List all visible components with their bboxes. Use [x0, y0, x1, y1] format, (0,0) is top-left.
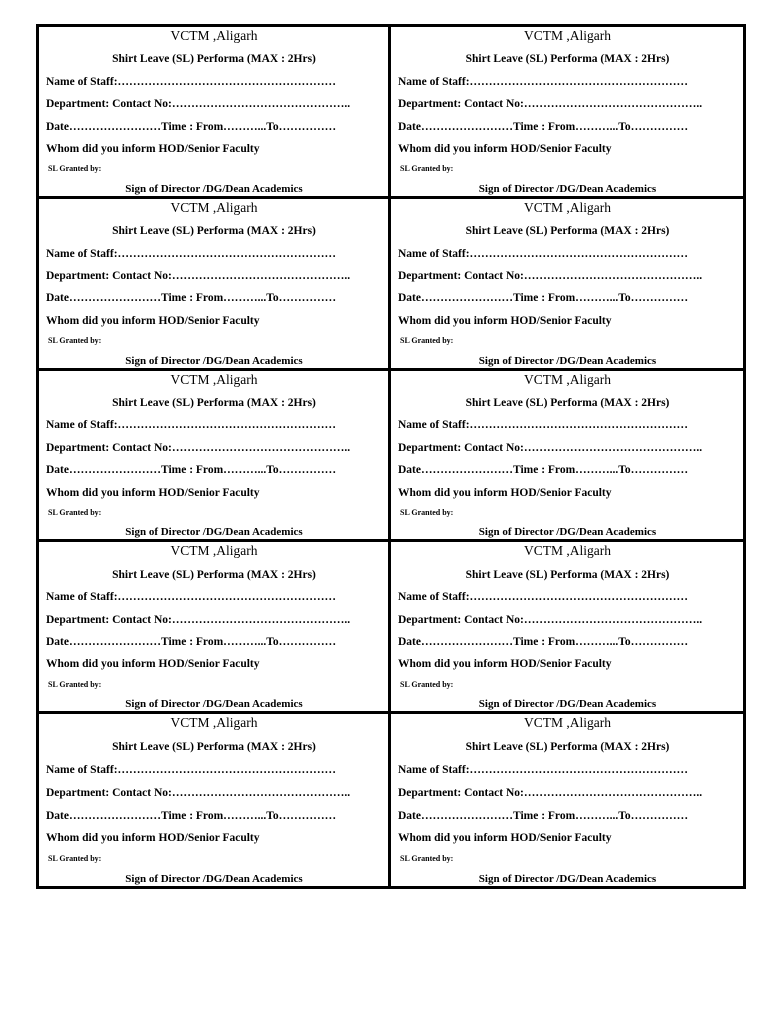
director-sign-label: Sign of Director /DG/Dean Academics [125, 872, 303, 885]
sl-granted-by-label: SL Granted by: [48, 507, 102, 517]
date-time-field: Date……………………Time : From………...To…………… [398, 635, 689, 648]
slip-title: VCTM ,Aligarh [524, 371, 611, 387]
date-time-field: Date……………………Time : From………...To…………… [46, 292, 337, 305]
sl-granted-by-label: SL Granted by: [48, 336, 102, 346]
director-sign-label: Sign of Director /DG/Dean Academics [125, 698, 303, 711]
department-contact-field: Department: Contact No:……………………………………….. [398, 441, 703, 454]
department-contact-field: Department: Contact No:……………………………………….. [398, 613, 703, 626]
slip-subtitle: Shirt Leave (SL) Performa (MAX : 2Hrs) [465, 396, 670, 409]
inform-hod-field: Whom did you inform HOD/Senior Faculty [398, 486, 612, 499]
department-contact-field: Department: Contact No:……………………………………….. [46, 98, 351, 111]
director-sign-label: Sign of Director /DG/Dean Academics [478, 872, 657, 885]
leave-slip-sheet [36, 24, 746, 889]
leave-slip [39, 27, 391, 199]
leave-slip [39, 199, 391, 371]
leave-slip [39, 371, 391, 543]
slip-title: VCTM ,Aligarh [170, 543, 258, 559]
director-sign-label: Sign of Director /DG/Dean Academics [125, 354, 303, 367]
slip-subtitle: Shirt Leave (SL) Performa (MAX : 2Hrs) [112, 225, 316, 238]
leave-slip [391, 371, 743, 543]
sl-granted-by-label: SL Granted by: [48, 164, 102, 174]
sl-granted-by-label: SL Granted by: [400, 336, 454, 346]
inform-hod-field: Whom did you inform HOD/Senior Faculty [46, 832, 260, 845]
slip-subtitle: Shirt Leave (SL) Performa (MAX : 2Hrs) [465, 225, 670, 238]
slip-title: VCTM ,Aligarh [524, 543, 611, 559]
sl-granted-by-label: SL Granted by: [400, 164, 454, 174]
slip-title: VCTM ,Aligarh [524, 28, 611, 43]
staff-name-field: Name of Staff:………………………………………………… [398, 591, 689, 604]
leave-slip [391, 542, 743, 714]
director-sign-label: Sign of Director /DG/Dean Academics [478, 526, 657, 539]
slip-title: VCTM ,Aligarh [170, 715, 258, 731]
inform-hod-field: Whom did you inform HOD/Senior Faculty [398, 142, 612, 155]
sl-granted-by-label: SL Granted by: [48, 679, 102, 689]
slip-title: VCTM ,Aligarh [170, 371, 258, 387]
staff-name-field: Name of Staff:………………………………………………… [46, 247, 337, 260]
leave-slip [391, 199, 743, 371]
leave-slip [391, 27, 743, 199]
sl-granted-by-label: SL Granted by: [48, 854, 102, 864]
slip-subtitle: Shirt Leave (SL) Performa (MAX : 2Hrs) [465, 741, 670, 754]
slip-title: VCTM ,Aligarh [524, 199, 611, 215]
date-time-field: Date……………………Time : From………...To…………… [46, 809, 337, 822]
director-sign-label: Sign of Director /DG/Dean Academics [478, 182, 657, 195]
slip-subtitle: Shirt Leave (SL) Performa (MAX : 2Hrs) [112, 741, 316, 754]
director-sign-label: Sign of Director /DG/Dean Academics [125, 182, 303, 195]
slip-subtitle: Shirt Leave (SL) Performa (MAX : 2Hrs) [112, 568, 316, 581]
inform-hod-field: Whom did you inform HOD/Senior Faculty [46, 314, 260, 327]
slip-subtitle: Shirt Leave (SL) Performa (MAX : 2Hrs) [112, 396, 316, 409]
slip-subtitle: Shirt Leave (SL) Performa (MAX : 2Hrs) [112, 53, 316, 66]
slip-subtitle: Shirt Leave (SL) Performa (MAX : 2Hrs) [465, 568, 670, 581]
date-time-field: Date……………………Time : From………...To…………… [46, 120, 337, 133]
sl-granted-by-label: SL Granted by: [400, 854, 454, 864]
date-time-field: Date……………………Time : From………...To…………… [46, 635, 337, 648]
department-contact-field: Department: Contact No:……………………………………….. [398, 98, 703, 111]
inform-hod-field: Whom did you inform HOD/Senior Faculty [46, 658, 260, 671]
slip-title: VCTM ,Aligarh [524, 715, 611, 731]
department-contact-field: Department: Contact No:……………………………………….. [46, 441, 351, 454]
staff-name-field: Name of Staff:………………………………………………… [46, 763, 337, 776]
staff-name-field: Name of Staff:………………………………………………… [46, 75, 337, 88]
slip-subtitle: Shirt Leave (SL) Performa (MAX : 2Hrs) [465, 53, 670, 66]
inform-hod-field: Whom did you inform HOD/Senior Faculty [398, 314, 612, 327]
inform-hod-field: Whom did you inform HOD/Senior Faculty [46, 486, 260, 499]
leave-slip [39, 714, 391, 886]
sl-granted-by-label: SL Granted by: [400, 507, 454, 517]
slip-title: VCTM ,Aligarh [170, 199, 258, 215]
date-time-field: Date……………………Time : From………...To…………… [398, 292, 689, 305]
inform-hod-field: Whom did you inform HOD/Senior Faculty [46, 142, 260, 155]
slip-title: VCTM ,Aligarh [170, 28, 258, 43]
director-sign-label: Sign of Director /DG/Dean Academics [125, 526, 303, 539]
date-time-field: Date……………………Time : From………...To…………… [398, 120, 689, 133]
sl-granted-by-label: SL Granted by: [400, 679, 454, 689]
staff-name-field: Name of Staff:………………………………………………… [398, 763, 689, 776]
department-contact-field: Department: Contact No:……………………………………….. [398, 269, 703, 282]
staff-name-field: Name of Staff:………………………………………………… [398, 247, 689, 260]
staff-name-field: Name of Staff:………………………………………………… [46, 591, 337, 604]
inform-hod-field: Whom did you inform HOD/Senior Faculty [398, 832, 612, 845]
department-contact-field: Department: Contact No:……………………………………….. [46, 613, 351, 626]
leave-slip [39, 542, 391, 714]
department-contact-field: Department: Contact No:……………………………………….. [46, 269, 351, 282]
date-time-field: Date……………………Time : From………...To…………… [398, 809, 689, 822]
staff-name-field: Name of Staff:………………………………………………… [398, 75, 689, 88]
director-sign-label: Sign of Director /DG/Dean Academics [478, 698, 657, 711]
staff-name-field: Name of Staff:………………………………………………… [46, 419, 337, 432]
inform-hod-field: Whom did you inform HOD/Senior Faculty [398, 658, 612, 671]
date-time-field: Date……………………Time : From………...To…………… [398, 464, 689, 477]
director-sign-label: Sign of Director /DG/Dean Academics [478, 354, 657, 367]
date-time-field: Date……………………Time : From………...To…………… [46, 464, 337, 477]
department-contact-field: Department: Contact No:……………………………………….. [46, 786, 351, 799]
department-contact-field: Department: Contact No:……………………………………….. [398, 786, 703, 799]
staff-name-field: Name of Staff:………………………………………………… [398, 419, 689, 432]
leave-slip [391, 714, 743, 886]
